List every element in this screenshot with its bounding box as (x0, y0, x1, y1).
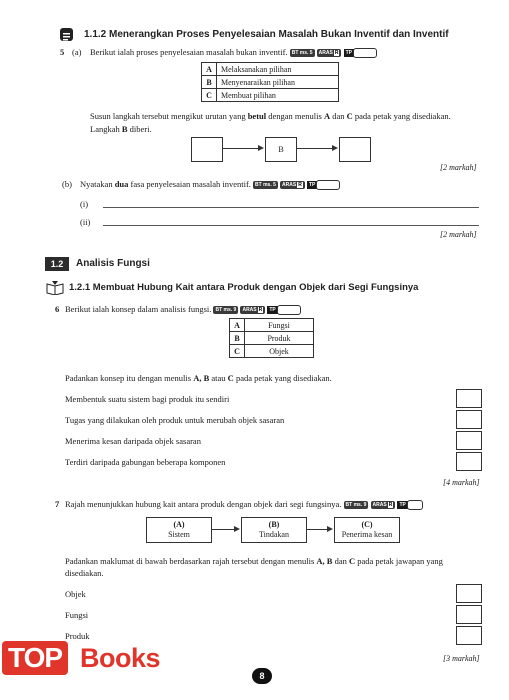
q5a-instruction: Susun langkah tersebut mengikut urutan yang betul dengan menulis A dan C pada petak yang disediakan. (90, 111, 451, 121)
tp-box (353, 48, 377, 58)
logo-books-text: Books (80, 643, 161, 673)
book-icon (46, 280, 64, 294)
q5b-marks: [2 markah] (440, 230, 477, 239)
logo-top-text: TOP (2, 641, 68, 675)
aras-tag: ARAS R (280, 181, 305, 189)
q6-answer-box[interactable] (456, 452, 482, 471)
answer-line-i[interactable] (103, 207, 479, 208)
bt-tag: BT ms. 5 (255, 182, 276, 189)
topbooks-logo (0, 637, 190, 681)
table-row: A Fungsi (230, 319, 314, 332)
flow-box-a: (A) Sistem (146, 517, 212, 543)
q5a-label: (a) (72, 47, 82, 57)
q7-marks: [3 markah] (443, 654, 480, 663)
tp-box (277, 305, 301, 315)
section-1-2-title: Analisis Fungsi (76, 258, 150, 269)
q7-answer-box[interactable] (456, 584, 482, 603)
q5a-marks: [2 markah] (440, 163, 477, 172)
bt-tag: BT ms. 9 (215, 307, 237, 314)
section-icon (60, 28, 73, 41)
tp-tag: TP (345, 50, 352, 57)
given-box-b: B (265, 137, 297, 162)
tp-tag: TP (399, 502, 406, 509)
q7-question: Rajah menunjukkan hubung kait antara produk dengan objek dari segi fungsinya. (65, 499, 342, 509)
q6-question: Berikut ialah konsep dalam analisis fungsi. (65, 304, 212, 314)
q5a-question: Berikut ialah proses penyelesaian masalah bukan inventif. (90, 47, 288, 57)
q7-item: Produk (65, 631, 90, 641)
q7-answer-box[interactable] (456, 605, 482, 624)
q6-text (65, 304, 301, 315)
q6-item: Menerima kesan daripada objek sasaran (65, 436, 201, 446)
table-row: B Menyenaraikan pilihan (202, 76, 339, 89)
aras-tag: ARAS R (317, 49, 342, 57)
flow-box-b: (B) Tindakan (241, 517, 307, 543)
q5-table (201, 62, 339, 102)
tp-box (316, 180, 340, 190)
answer-line-ii[interactable] (103, 225, 479, 226)
q5b-label: (b) (62, 179, 72, 189)
bt-tag: BT ms. 5 (291, 50, 313, 57)
q5a-given: Langkah B diberi. (90, 124, 152, 134)
page-number: 8 (252, 668, 272, 684)
q7-instruction-cont: disediakan. (65, 568, 104, 578)
q5-number: 5 (60, 47, 65, 57)
section-1-2-1-title: 1.2.1 Membuat Hubung Kait antara Produk dengan Objek dari Segi Fungsinya (69, 282, 419, 293)
table-row: C Objek (230, 345, 314, 358)
bt-tag: BT ms. 9 (345, 502, 367, 509)
table-row: A Melaksanakan pilihan (202, 63, 339, 76)
arrow-right-icon (332, 145, 338, 151)
q6-instruction: Padankan konsep itu dengan menulis A, B atau C pada petak yang disediakan. (65, 373, 332, 383)
aras-tag: ARAS R (371, 501, 396, 509)
q7-answer-box[interactable] (456, 626, 482, 645)
arrow-right-icon (327, 526, 333, 532)
q5b-text: Nyatakan dua fasa penyelesaian masalah inventif. BT ms. 5 ARAS R TP (80, 179, 340, 190)
q6-item: Tugas yang dilakukan oleh produk untuk merubah objek sasaran (65, 415, 285, 425)
q6-marks: [4 markah] (443, 478, 480, 487)
q6-answer-box[interactable] (456, 389, 482, 408)
aras-tag: ARAS R (240, 306, 265, 314)
q7-instruction: Padankan maklumat di bawah berdasarkan rajah tersebut dengan menulis A, B dan C pada petak jawapan yang (65, 556, 443, 566)
arrow-right-icon (258, 145, 264, 151)
q6-table (229, 318, 314, 358)
flow-box-c: (C) Penerima kesan (334, 517, 400, 543)
tp-box (407, 500, 423, 510)
q6-answer-box[interactable] (456, 431, 482, 450)
table-row: C Membuat pilihan (202, 89, 339, 102)
q5b-ii-label: (ii) (80, 217, 91, 227)
q6-number: 6 (55, 304, 60, 314)
tp-tag: TP (308, 182, 316, 189)
q7-item: Fungsi (65, 610, 89, 620)
q7-item: Objek (65, 589, 86, 599)
answer-box-1[interactable] (191, 137, 223, 162)
q7-number: 7 (55, 499, 60, 509)
section-1-2-number: 1.2 (45, 257, 69, 271)
arrow-right-icon (234, 526, 240, 532)
table-row: B Produk (230, 332, 314, 345)
q6-answer-box[interactable] (456, 410, 482, 429)
q7-text (65, 499, 423, 510)
q5a-text (90, 47, 377, 58)
q6-item: Terdiri daripada gabungan beberapa komponen (65, 457, 226, 467)
q5b-i-label: (i) (80, 199, 89, 209)
answer-box-3[interactable] (339, 137, 371, 162)
section-1-1-2-title: 1.1.2 Menerangkan Proses Penyelesaian Masalah Bukan Inventif dan Inventif (84, 29, 449, 40)
tp-tag: TP (269, 307, 276, 314)
q6-item: Membentuk suatu sistem bagi produk itu sendiri (65, 394, 230, 404)
